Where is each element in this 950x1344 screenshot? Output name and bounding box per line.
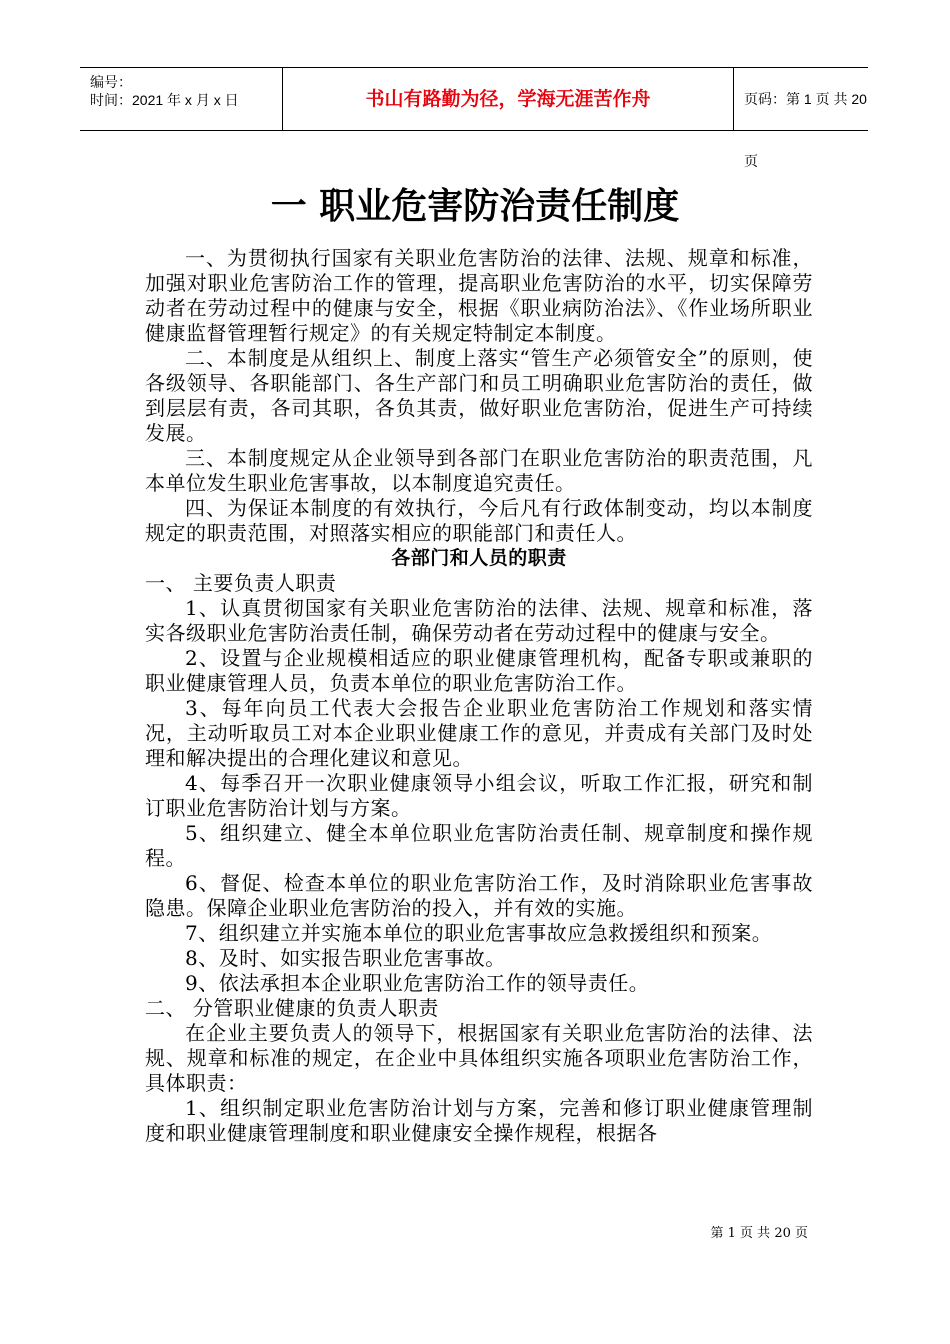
page-footer: 第 1 页 共 20 页 [710,1226,808,1241]
section-heading: 二、 分管职业健康的负责人职责 [145,996,439,1020]
document-title: 一 职业危害防治责任制度 [270,186,680,227]
list-item: 5、组织建立、健全本单位职业危害防治责任制、规章制度和操作规程。 [145,821,813,870]
number-label: 编号： [90,74,132,90]
list-item: 7、组织建立并实施本单位的职业危害事故应急救援组织和预案。 [185,921,773,945]
section-heading: 一、 主要负责人职责 [145,571,337,595]
page-header [80,67,868,169]
header-motto: 书山有路勤为径，学海无涯苦作舟 [283,68,734,130]
list-item: 2、设置与企业规模相适应的职业健康管理机构，配备专职或兼职的职业健康管理人员，负责本单位的职业危害防治工作。 [145,646,813,695]
list-item: 9、依法承担本企业职业危害防治工作的领导责任。 [185,971,650,995]
list-item: 1、认真贯彻国家有关职业危害防治的法律、法规、规章和标准，落实各级职业危害防治责任制，确保劳动者在劳动过程中的健康与安全。 [145,596,813,645]
list-item: 3、每年向员工代表大会报告企业职业危害防治工作规划和落实情况，主动听取员工对本企业职业健康工作的意见，并责成有关部门及时处理和解决提出的合理化建议和意见。 [145,696,813,770]
list-item: 6、督促、检查本单位的职业危害防治工作，及时消除职业危害事故隐患。保障企业职业危害防治的投入，并有效的实施。 [145,871,813,920]
paragraph: 一、为贯彻执行国家有关职业危害防治的法律、法规、规章和标准，加强对职业危害防治工作的管理，提高职业危害防治的水平，切实保障劳动者在劳动过程中的健康与安全，根据《职业病防治法》、《作业场所职业健康监督管理暂行规定》的有关规定特制定本制度。 [145,246,813,345]
header-page-label: 页码：第 1 页 共 20 页 [744,91,867,169]
document-body [145,246,813,1146]
paragraph: 在企业主要负责人的领导下，根据国家有关职业危害防治的法律、法规、规章和标准的规定，在企业中具体组织实施各项职业危害防治工作，具体职责： [145,1021,813,1095]
section-title: 各部门和人员的职责 [391,547,567,569]
header-info-cell [80,68,283,130]
list-item: 8、及时、如实报告职业危害事故。 [185,946,506,970]
list-item: 4、每季召开一次职业健康领导小组会议，听取工作汇报，研究和制订职业危害防治计划与方案。 [145,771,813,820]
paragraph: 三、本制度规定从企业领导到各部门在职业危害防治的职责范围，凡本单位发生职业危害事故，以本制度追究责任。 [145,446,813,495]
time-label: 时间：2021 年 x 月 x 日 [90,92,239,108]
paragraph: 四、为保证本制度的有效执行，今后凡有行政体制变动，均以本制度规定的职责范围，对照落实相应的职能部门和责任人。 [145,496,813,545]
list-item: 1、组织制定职业危害防治计划与方案，完善和修订职业健康管理制度和职业健康管理制度和职业健康安全操作规程，根据各 [145,1096,813,1145]
paragraph: 二、本制度是从组织上、制度上落实“管生产必须管安全”的原则，使各级领导、各职能部门、各生产部门和员工明确职业危害防治的责任，做到层层有责，各司其职，各负其责，做好职业危害防治，促进生产可持续发展。 [145,346,813,445]
